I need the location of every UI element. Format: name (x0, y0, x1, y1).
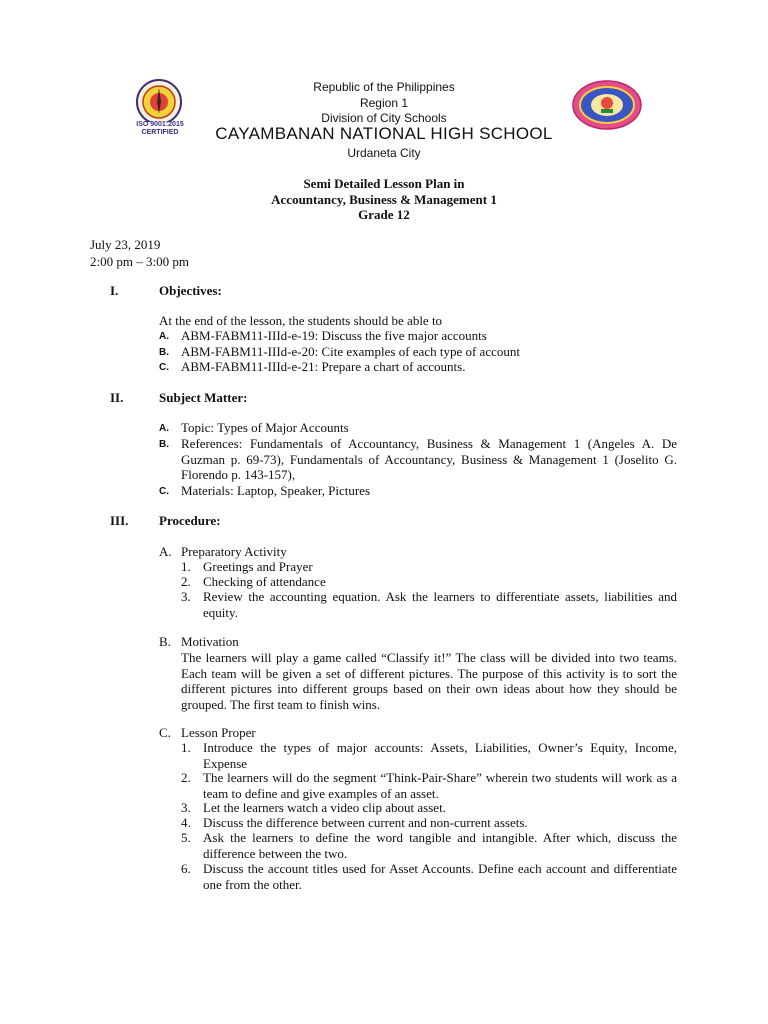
objectives-intro: At the end of the lesson, the students should be able to (159, 313, 443, 328)
step-text: Discuss the account titles used for Asset Accounts. Define each account and differentiate one from the other. (203, 861, 677, 892)
list-marker: C. (159, 486, 169, 497)
procedure-step (181, 740, 677, 771)
procedure-step (181, 815, 677, 831)
subject-item (159, 420, 677, 436)
objective-text: ABM-FABM11-IIId-e-20: Cite examples of each type of account (181, 344, 520, 359)
step-number: 2. (181, 770, 191, 785)
section-title-objectives: Objectives: (159, 283, 222, 298)
step-text: Let the learners watch a video clip about asset. (203, 800, 446, 815)
lesson-date: July 23, 2019 (90, 237, 161, 252)
step-text: Introduce the types of major accounts: Assets, Liabilities, Owner’s Equity, Income, Expense (203, 740, 677, 771)
step-number: 1. (181, 740, 191, 755)
step-text: Discuss the difference between current and non-current assets. (203, 815, 528, 830)
step-text: Ask the learners to define the word tangible and intangible. After which, discuss the difference between the two. (203, 830, 677, 861)
objective-text: ABM-FABM11-IIId-e-21: Prepare a chart of accounts. (181, 359, 466, 374)
list-marker: A. (159, 544, 172, 559)
subject-item (159, 436, 677, 483)
step-text: Greetings and Prayer (203, 559, 313, 574)
step-text: The learners will do the segment “Think-Pair-Share” wherein two students will work as a team to define and give examples of an asset. (203, 770, 677, 801)
step-number: 3. (181, 589, 191, 604)
header-city: Urdaneta City (347, 146, 421, 160)
section-title-procedure: Procedure: (159, 513, 221, 528)
subject-title: Accountancy, Business & Management 1 (271, 192, 497, 207)
section-number: I. (110, 283, 119, 298)
procedure-step (181, 861, 677, 892)
list-marker: A. (159, 423, 169, 434)
list-marker: B. (159, 439, 169, 450)
step-number: 2. (181, 574, 191, 589)
section-number: II. (110, 390, 124, 405)
step-number: 3. (181, 800, 191, 815)
list-marker: B. (159, 634, 171, 649)
school-name: CAYAMBANAN NATIONAL HIGH SCHOOL (215, 124, 553, 143)
subject-text: Topic: Types of Major Accounts (181, 420, 349, 435)
grade-title: Grade 12 (358, 207, 410, 222)
subheading-text: Motivation (181, 634, 239, 649)
procedure-subheading (159, 544, 677, 560)
procedure-subheading (159, 634, 677, 650)
subheading-text: Lesson Proper (181, 725, 256, 740)
step-number: 6. (181, 861, 191, 876)
section-number: III. (110, 513, 129, 528)
iso-certified-text: ISO 9001:2015 CERTIFIED (136, 121, 184, 136)
header-region: Region 1 (359, 96, 409, 110)
lesson-plan-title: Semi Detailed Lesson Plan in (303, 176, 465, 191)
list-marker: A. (159, 331, 169, 342)
objective-item (159, 359, 677, 375)
step-number: 4. (181, 815, 191, 830)
procedure-step (181, 830, 677, 861)
subheading-text: Preparatory Activity (181, 544, 287, 559)
objective-text: ABM-FABM11-IIId-e-19: Discuss the five major accounts (181, 328, 487, 343)
step-number: 1. (181, 559, 191, 574)
subject-item (159, 483, 677, 499)
motivation-text: The learners will play a game called “Classify it!” The class will be divided into two teams. Each team will be given a set of different pictures. The purpose of this activity is to sort the different pictures into different groups based on their own ideas about how they should be grouped. The first team to finish wins. (181, 650, 677, 712)
list-marker: C. (159, 362, 169, 373)
header-division: Division of City Schools (321, 111, 447, 125)
procedure-step (181, 770, 677, 801)
procedure-step (181, 800, 677, 816)
procedure-step (181, 589, 677, 620)
procedure-subheading (159, 725, 677, 741)
step-text: Checking of attendance (203, 574, 326, 589)
section-title-subject-matter: Subject Matter: (159, 390, 248, 405)
step-number: 5. (181, 830, 191, 845)
procedure-step (181, 574, 677, 590)
step-text: Review the accounting equation. Ask the learners to differentiate assets, liabilities and equity. (203, 589, 677, 620)
list-marker: C. (159, 725, 171, 740)
subject-text: Materials: Laptop, Speaker, Pictures (181, 483, 371, 498)
list-marker: B. (159, 347, 169, 358)
objective-item (159, 344, 677, 360)
objective-item (159, 328, 677, 344)
date-time-block (90, 236, 189, 270)
header-republic: Republic of the Philippines (313, 80, 455, 94)
subject-text: References: Fundamentals of Accountancy, Business & Management 1 (Angeles A. De Guzman p. 69-73), Fundamentals of Accountancy, Business & Management 1 (Joselito G. Florendo p. 143-157), (181, 436, 677, 482)
procedure-step (181, 559, 677, 575)
lesson-time: 2:00 pm – 3:00 pm (90, 254, 189, 269)
